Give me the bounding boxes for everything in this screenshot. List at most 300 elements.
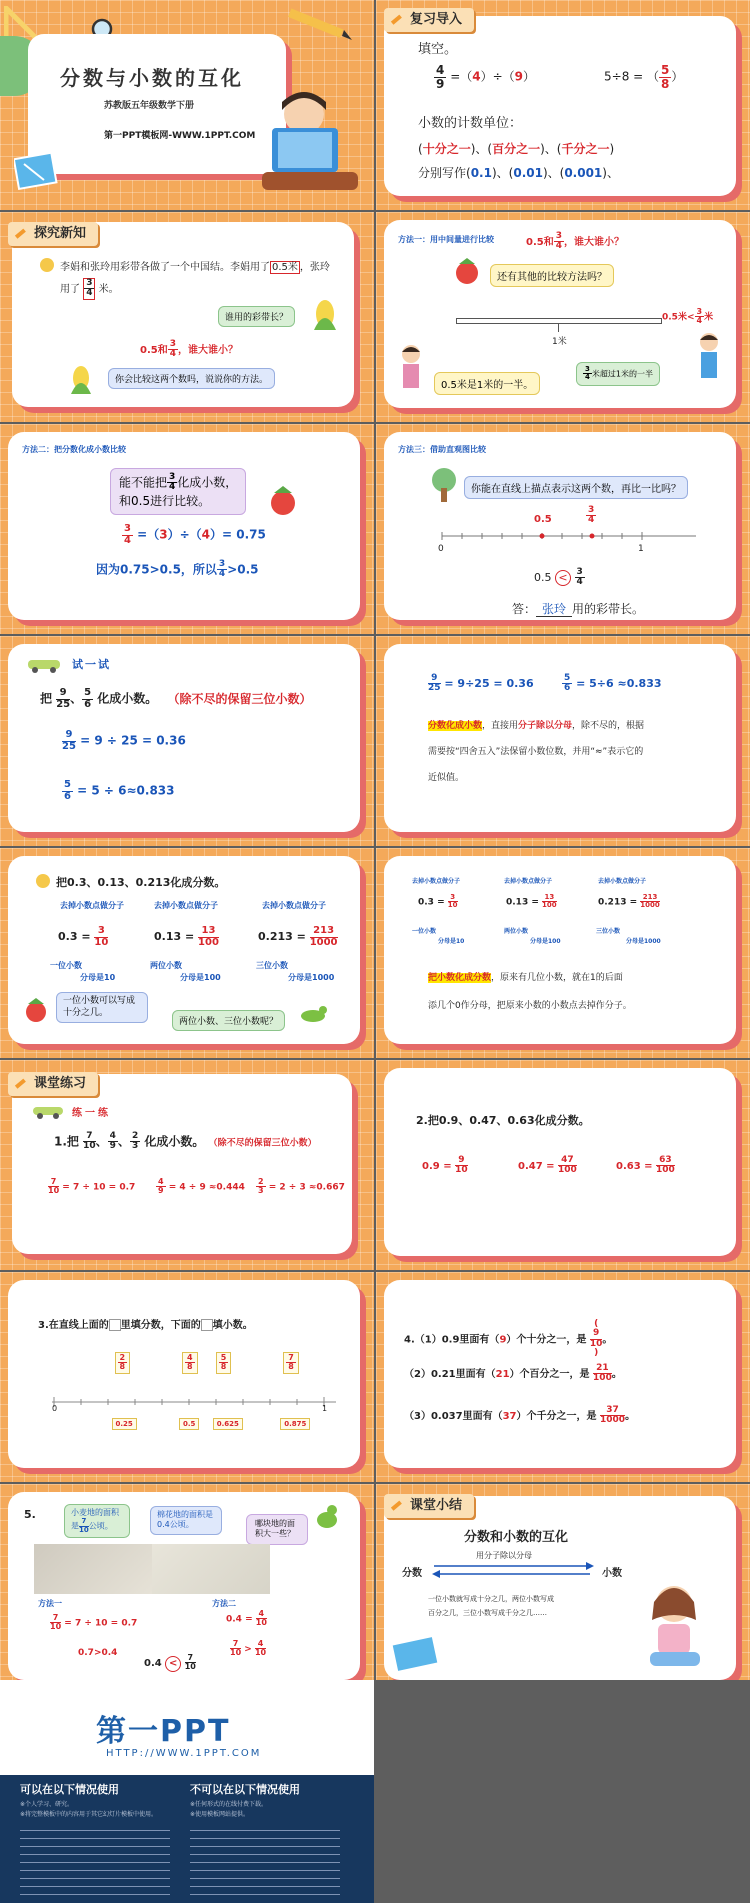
l1b: ）个十分之一，是	[506, 1334, 587, 1346]
which-bigger-bubble: 哪块地的面积大一些？	[246, 1514, 308, 1545]
ans-name: 张玲	[536, 602, 572, 617]
try-eq-2: $\frac{5}{6}$ = 5 ÷ 6≈0.833	[64, 779, 175, 802]
l2n: 21	[593, 1364, 612, 1374]
method2-title: 方法二：把分数化成小数比较	[22, 445, 126, 454]
mini-m2: 分母是100	[530, 938, 561, 945]
rule2-text-2: 添几个0作分母，把原来小数的小数点去掉作分子。	[428, 1001, 632, 1011]
d2: 0.13 =	[154, 930, 195, 943]
rule-text-3: 近似值。	[428, 773, 465, 783]
over-half-bubble	[576, 362, 660, 386]
strawberry-character-icon	[22, 996, 50, 1024]
e1: = 7 ÷ 10 = 0.7	[64, 1618, 138, 1629]
plot-bubble: 你能在直线上描点表示这两个数，再比一比吗？	[464, 476, 688, 499]
practice1-question: 1.把 $\frac{7}{10}$ 、 $\frac{4}{9}$ 、 $\frac{2}{3}$ 化成小数。 （除不尽的保留三位小数）	[54, 1131, 317, 1152]
summary-note-2: 百分之几，三位小数写成千分之几……	[428, 1609, 547, 1617]
dot: 。	[611, 1368, 622, 1380]
mark-fraction	[216, 1352, 232, 1374]
cmp-a: 0.5和	[526, 236, 554, 248]
mini-hint-2: 去掉小数点做分子	[504, 878, 553, 885]
units-answers: (十分之一)、(百分之一)、(千分之一)	[418, 142, 615, 156]
e1: = 9 ÷ 25 = 0.36	[80, 733, 186, 748]
fraction-3-4: $\frac{3}{4}$	[124, 523, 131, 546]
corn-character-icon	[68, 362, 94, 398]
answer-9: 9	[514, 69, 524, 84]
eq1-div: ）÷（	[480, 69, 515, 84]
line-one: 1	[638, 544, 644, 554]
try-label: 试一试	[72, 658, 111, 671]
speech-bubble-question: 谁用的彩带长？	[218, 306, 295, 327]
eq-c: ）= 0.75	[210, 527, 266, 542]
txt-c: ，除不尽的，根据	[572, 721, 645, 731]
p2-answer-2	[518, 1156, 577, 1176]
length-bar-mid	[558, 324, 559, 332]
unit-thousandth: 千分之一	[561, 142, 610, 156]
slide-practice-4	[376, 1272, 750, 1482]
compare-result: 0.5 < $\frac{3}{4}$	[534, 567, 583, 588]
mark-fraction	[115, 1352, 131, 1374]
m2-compare: $\frac{7}{10}$ > $\frac{4}{10}$	[230, 1639, 267, 1658]
q2: ，张玲	[299, 262, 330, 273]
fraction-3-4b: $\frac{3}{4}$	[169, 339, 176, 360]
ans-a: 答：	[512, 602, 537, 616]
txt-b: 分子除以分母	[518, 721, 573, 731]
rule-eq-2: $\frac{5}{6}$ = 5÷6 ≈0.833	[564, 673, 662, 694]
story-line-2	[60, 278, 119, 300]
summary-tag	[384, 1494, 474, 1518]
car-icon	[30, 1100, 66, 1120]
cmp-a: 0.5和	[140, 344, 168, 356]
fraction-3-4: $\frac{3}{4}$	[555, 231, 562, 252]
method3-title: 方法三：借助直观图比较	[398, 445, 486, 454]
q3: 用了	[60, 283, 80, 295]
ad-link-lines-left	[20, 1825, 170, 1895]
pencil-icon	[12, 226, 28, 242]
method1-title: 方法一：用中间量进行比较	[398, 235, 494, 244]
l2a: （2）0.21里面有（	[404, 1368, 496, 1380]
n1: 3	[94, 926, 108, 938]
l1n: 9	[590, 1329, 603, 1339]
pencil-icon	[388, 12, 404, 28]
grasshopper-icon	[296, 998, 330, 1032]
b1: 能不能把	[119, 475, 168, 490]
l3a: （3）0.037里面有（	[404, 1410, 503, 1422]
mark-decimal: 0.875	[280, 1418, 310, 1430]
ask-c: 填小数。	[212, 1320, 253, 1331]
cmp-sign: <	[165, 1656, 181, 1672]
length-bar	[456, 318, 662, 324]
cmp-a: 0.4	[144, 1657, 162, 1669]
book-icon	[14, 150, 64, 190]
slide-summary	[376, 1484, 750, 1694]
p5-num: 5.	[24, 1508, 36, 1521]
hl: 把小数化成分数	[428, 973, 492, 983]
num: 5	[661, 63, 670, 77]
mark-den: 8	[220, 1362, 227, 1372]
mark-num: 2	[119, 1353, 126, 1362]
mini-d2f-1: 0.3 = $\frac{3}{10}$	[418, 893, 458, 910]
tag-label: 课堂练习	[34, 1076, 87, 1091]
den: 9	[436, 76, 445, 91]
mini-d2f-2: 0.13 = $\frac{13}{100}$	[506, 893, 557, 910]
eq-b: ）÷（	[167, 527, 202, 542]
hint-1: 去掉小数点做分子	[60, 901, 124, 910]
b2: 米超过1米的一半	[591, 369, 653, 379]
summary-note-1: 一位小数就写成十分之几，两位小数写成	[428, 1595, 554, 1603]
girl-character-icon	[396, 342, 426, 402]
pencil-icon	[12, 1076, 28, 1092]
q4: 米。	[98, 283, 119, 295]
ad-cannot-1: ※任何形式的在线付费下载。	[190, 1801, 268, 1808]
line-zero: 0	[438, 544, 444, 554]
dd2: 100	[198, 936, 219, 948]
story-line-1	[60, 258, 330, 273]
eq2-pre: 5÷8 =	[604, 69, 644, 84]
answer-2: $\frac{4}{9}$ = 4 ÷ 9 ≈0.444	[158, 1177, 245, 1196]
den: 4	[86, 288, 93, 299]
fraction-3-4: $\frac{3}{4}$	[585, 365, 590, 382]
cotton-bubble: 棉花地的面积是0.4公顷。	[150, 1506, 222, 1535]
answer	[512, 600, 644, 617]
p4-line-1: 4.（1）0.9里面有（9）个十分之一，是 ( 9 10 )。	[404, 1319, 613, 1359]
dd1: 10	[94, 936, 109, 948]
tag-label: 课堂小结	[410, 1498, 463, 1513]
slide-practice-5	[0, 1484, 374, 1694]
answer-4: 4	[472, 69, 481, 84]
l3d: 1000	[600, 1415, 626, 1426]
half-bubble: 0.5米是1米的一半。	[434, 372, 540, 395]
d2f-3-den: 分母是1000	[288, 973, 335, 982]
d2f-1-den: 分母是10	[80, 973, 116, 982]
mini-l1: 一位小数	[412, 928, 437, 935]
rule-text-1	[428, 718, 644, 731]
e1: = 9÷25 = 0.36	[444, 676, 534, 690]
fraction-3-4: $\frac{3}{4}$	[696, 307, 703, 326]
cmp-b: ，谁大谁小？	[177, 344, 238, 356]
wheat-bubble	[64, 1504, 130, 1538]
explore-tag	[8, 222, 98, 246]
strawberry-character-icon	[452, 256, 482, 286]
mark-den: 8	[119, 1362, 126, 1372]
mark-decimal: 0.25	[112, 1418, 137, 1430]
slide-method-2	[0, 424, 374, 634]
e2: = 5÷6 ≈0.833	[576, 676, 662, 690]
cmp-a: 0.5	[534, 570, 552, 584]
car-icon	[24, 652, 64, 674]
slide-method-1	[376, 212, 750, 422]
b2: 化成小数，	[177, 475, 238, 490]
l3b: ）个千分之一，是	[516, 1410, 597, 1422]
grasshopper-icon	[310, 1498, 344, 1538]
mark-fraction	[283, 1352, 299, 1374]
nl-one: 1	[322, 1404, 328, 1413]
n2: 47	[558, 1156, 577, 1166]
b1d: 10	[79, 1525, 89, 1534]
book-icon	[390, 1634, 446, 1674]
try-question: 把 $\frac{9}{25}$ 、 $\frac{5}{6}$ 化成小数。 （除不尽的保留三位小数）	[40, 687, 312, 710]
a3: = 2 ÷ 3 ≈0.667	[268, 1182, 345, 1193]
ask-note: （除不尽的保留三位小数）	[208, 1138, 317, 1149]
l3v: 37	[502, 1410, 517, 1422]
review-tag	[384, 8, 474, 32]
l1a: 4.（1）0.9里面有（	[404, 1334, 500, 1346]
rule2-text-1	[428, 970, 623, 983]
convert-eq	[122, 524, 266, 546]
ad-can-2: ※将完整模板中的内容用于其它幻灯片模板中使用。	[20, 1811, 158, 1818]
slide-rule-decimal-to-fraction	[376, 848, 750, 1058]
mark-decimal: 0.625	[213, 1418, 243, 1430]
number-badge	[36, 874, 50, 888]
mark-num: 5	[220, 1353, 227, 1362]
boy-reading-illustration	[252, 86, 362, 196]
l2b: ）个百分之一，是	[509, 1368, 590, 1380]
ask-note: （除不尽的保留三位小数）	[167, 691, 312, 706]
w-0-01: 0.01	[513, 166, 543, 180]
final-compare: 0.4 < $\frac{7}{10}$	[144, 1653, 196, 1672]
practice3-question	[38, 1316, 253, 1331]
practice3-card	[8, 1280, 360, 1468]
ad-logo-area	[0, 1680, 374, 1775]
p2-answer-1	[422, 1156, 468, 1176]
dd3: 1000	[309, 936, 338, 948]
b1: 小麦地的面积是	[71, 1508, 119, 1531]
tag-label: 复习导入	[410, 12, 463, 27]
more-places-bubble: 两位小数、三位小数呢？	[172, 1010, 285, 1031]
hint-3: 去掉小数点做分子	[262, 901, 326, 910]
eq-3: 3	[159, 527, 168, 542]
fraction-5-8	[659, 64, 671, 90]
fill-label: 填空。	[418, 42, 458, 57]
ad-can-1: ※个人学习、研究。	[20, 1801, 74, 1808]
practice2-question: 2.把0.9、0.47、0.63化成分数。	[416, 1114, 590, 1127]
practice-sub: 练一练	[72, 1108, 111, 1119]
l1v: 9	[499, 1334, 507, 1346]
method-1-label: 方法一	[38, 1599, 62, 1608]
n3: 63	[656, 1156, 675, 1166]
d2f-2-den: 分母是100	[180, 973, 221, 982]
try-eq-1: $\frac{9}{25}$ = 9 ÷ 25 = 0.36	[62, 729, 186, 752]
fraction-3-4: $\frac{3}{4}$	[218, 559, 226, 580]
eq-a: =（	[137, 527, 160, 542]
cmp-b: ，谁大谁小？	[563, 236, 624, 248]
practice-tag	[8, 1072, 98, 1096]
den: 8	[661, 76, 670, 91]
d2f-2	[154, 926, 219, 948]
a1: = 7 ÷ 10 = 0.7	[62, 1182, 136, 1193]
txt-a: ，直接用	[482, 721, 519, 731]
eq1-close: ）	[523, 69, 536, 84]
d2f-3	[258, 926, 338, 948]
point-3-4: $\frac{3}{4}$	[588, 505, 595, 526]
dd1: 10	[455, 1165, 468, 1176]
ad-terms	[0, 1775, 374, 1903]
hint-2: 去掉小数点做分子	[154, 901, 218, 910]
tag-label: 探究新知	[34, 226, 87, 241]
q1: 李娟和张玲用彩带各做了一个中国结。李娟用了	[60, 262, 270, 273]
e3n: 4	[256, 1610, 267, 1619]
units-written: 分别写作(0.1)、(0.01)、(0.001)、	[418, 166, 619, 180]
cmp-sign: <	[555, 570, 571, 586]
a2: = 4 ÷ 9 ≈0.444	[168, 1182, 245, 1193]
res-a: 0.5米<	[662, 312, 695, 323]
conclusion	[96, 560, 259, 580]
d3: 0.213 =	[258, 930, 306, 943]
slide-practice-1	[0, 1060, 374, 1270]
slide-try	[0, 636, 374, 846]
rule-eq-1: $\frac{9}{25}$ = 9÷25 = 0.36	[428, 673, 534, 694]
empty-gray-area	[375, 1680, 750, 1903]
d2f-1-label: 一位小数	[50, 961, 82, 970]
d3: 0.63 =	[616, 1160, 653, 1172]
ad-cannot-2: ※使用模板网站提供。	[190, 1811, 250, 1818]
summary-left: 分数	[402, 1568, 422, 1579]
l2v: 21	[495, 1368, 510, 1380]
e2: = 5 ÷ 6≈0.833	[77, 783, 175, 798]
units-question: 小数的计数单位：	[418, 116, 523, 131]
mark-num: 7	[288, 1353, 294, 1362]
d1: 0.9 =	[422, 1160, 452, 1172]
compare-question	[140, 340, 238, 360]
pencil-icon	[284, 6, 354, 42]
num: 3	[86, 278, 93, 288]
conc-a: 因为0.75>0.5，所以	[96, 562, 217, 577]
mini-l3: 三位小数	[596, 928, 621, 935]
e3: 0.4 =	[226, 1614, 253, 1625]
d2f-3-label: 三位小数	[256, 961, 288, 970]
summary-right: 小数	[602, 1568, 622, 1579]
w-0-001: 0.001	[564, 166, 603, 180]
ad-url: HTTP://WWW.1PPT.COM	[106, 1748, 262, 1759]
eq-4: 4	[201, 527, 210, 542]
slide-explore	[0, 212, 374, 422]
tree-character-icon	[426, 466, 462, 504]
compare-question	[526, 232, 624, 252]
convert-bubble: 能不能把 $\frac{3}{4}$ 化成小数， 和0.5进行比较。	[110, 468, 246, 515]
l3n: 37	[600, 1406, 625, 1416]
e3d: 10	[255, 1618, 267, 1628]
dd3: 100	[656, 1165, 675, 1176]
girl-sitting-illustration	[640, 1580, 710, 1680]
ask-b: 化成小数。	[97, 691, 158, 706]
result	[662, 308, 713, 326]
d2f-1	[58, 926, 108, 948]
d2f-question: 把0.3、0.13、0.213化成分数。	[56, 876, 226, 889]
site-label: 第一PPT模板网-WWW.1PPT.COM	[104, 131, 256, 141]
unit-hundredth: 百分之一	[492, 142, 541, 156]
mark-den: 8	[288, 1362, 294, 1372]
mini-l2: 两位小数	[504, 928, 529, 935]
n3: 213	[310, 926, 338, 938]
farm-photo-right	[152, 1544, 270, 1594]
mark-den: 8	[187, 1362, 193, 1372]
ask-a: 3.在直线上面的	[38, 1320, 109, 1331]
m2-eq	[226, 1610, 267, 1628]
conc-b: >0.5	[227, 562, 259, 577]
dot: 。	[625, 1410, 636, 1422]
farm-photo-left	[34, 1544, 152, 1594]
ans-b: 用的彩带长。	[572, 602, 645, 616]
mini-m1: 分母是10	[438, 938, 465, 945]
dot: 。	[602, 1334, 613, 1346]
slide-practice-3	[0, 1272, 374, 1482]
written-label: 分别写作	[418, 166, 467, 180]
boy-character-icon	[694, 330, 724, 396]
b1u: 公顷。	[88, 1521, 113, 1531]
ad-link-lines-right	[190, 1825, 340, 1895]
res-b: 米	[704, 312, 714, 323]
hint-bubble: 你会比较这两个数吗，说说你的方法。	[108, 368, 275, 389]
two-way-arrow	[430, 1560, 598, 1580]
slide-review	[376, 0, 750, 210]
ad-logo: 第一PPT	[96, 1714, 231, 1749]
corn-character-icon	[310, 296, 340, 336]
slide-practice-2	[376, 1060, 750, 1270]
ask-a: 把	[40, 691, 53, 706]
point-0-5: 0.5	[534, 514, 552, 525]
slide-rule-fraction-to-decimal	[376, 636, 750, 846]
number-badge	[40, 258, 54, 272]
subtitle: 苏教版五年级数学下册	[104, 101, 195, 111]
m1-compare: 0.7>0.4	[78, 1648, 118, 1658]
l2d: 100	[593, 1373, 612, 1384]
p4-line-3	[404, 1406, 635, 1426]
d2: 0.47 =	[518, 1160, 555, 1172]
summary-title: 分数和小数的互化	[464, 1530, 569, 1545]
l1d: 10	[589, 1338, 603, 1349]
mark-fraction	[182, 1352, 198, 1374]
dd2: 100	[558, 1165, 577, 1176]
number-line	[440, 524, 700, 554]
n1: 9	[455, 1156, 468, 1166]
eq1-open: =（	[450, 69, 473, 84]
mini-m3: 分母是1000	[626, 938, 661, 945]
rule-text-2: 需要按“四舍五入”法保留小数位数，并用“≈”表示它的	[428, 747, 644, 757]
slide-method-3	[376, 424, 750, 634]
highlight-0-5: 0.5米	[272, 262, 298, 273]
mini-hint-3: 去掉小数点做分子	[598, 878, 647, 885]
eq-1	[434, 64, 535, 90]
d2f-2-label: 两位小数	[150, 961, 182, 970]
ad-can: 可以在以下情况使用	[20, 1783, 119, 1796]
nl-zero: 0	[52, 1404, 58, 1413]
method-2-label: 方法二	[212, 1599, 236, 1608]
pencil-icon	[388, 1498, 404, 1514]
slide-title	[0, 0, 374, 210]
number-line	[50, 1392, 340, 1412]
hl: 分数化成小数	[428, 721, 483, 731]
p2-answer-3	[616, 1156, 675, 1176]
fraction-4-9	[434, 64, 446, 90]
m1-eq: $\frac{7}{10}$ = 7 ÷ 10 = 0.7	[50, 1613, 138, 1632]
page-title: 分数与小数的互化	[60, 66, 244, 90]
num: 4	[436, 63, 445, 77]
w-0-1: 0.1	[470, 166, 492, 180]
b1n: 7	[79, 1518, 89, 1526]
mark-num: 4	[187, 1353, 193, 1362]
answer-3: $\frac{2}{3}$ = 2 ÷ 3 ≈0.667	[258, 1177, 345, 1196]
summary-arrow-label: 用分子除以分母	[476, 1551, 532, 1560]
ask-b: 里填分数，下面的	[120, 1320, 201, 1331]
mark-decimal: 0.5	[179, 1418, 199, 1430]
b3: 和0.5进行比较。	[119, 493, 211, 508]
other-method-bubble: 还有其他的比较方法吗？	[490, 264, 614, 287]
d1: 0.3 =	[58, 930, 91, 943]
slide-decimal-to-fraction	[0, 848, 374, 1058]
unit-tenth: 十分之一	[422, 142, 471, 156]
e4: >	[244, 1644, 252, 1655]
mini-hint-1: 去掉小数点做分子	[412, 878, 461, 885]
tenths-bubble: 一位小数可以写成十分之几。	[56, 992, 148, 1023]
answer-1: $\frac{7}{10}$ = 7 ÷ 10 = 0.7	[48, 1177, 136, 1196]
